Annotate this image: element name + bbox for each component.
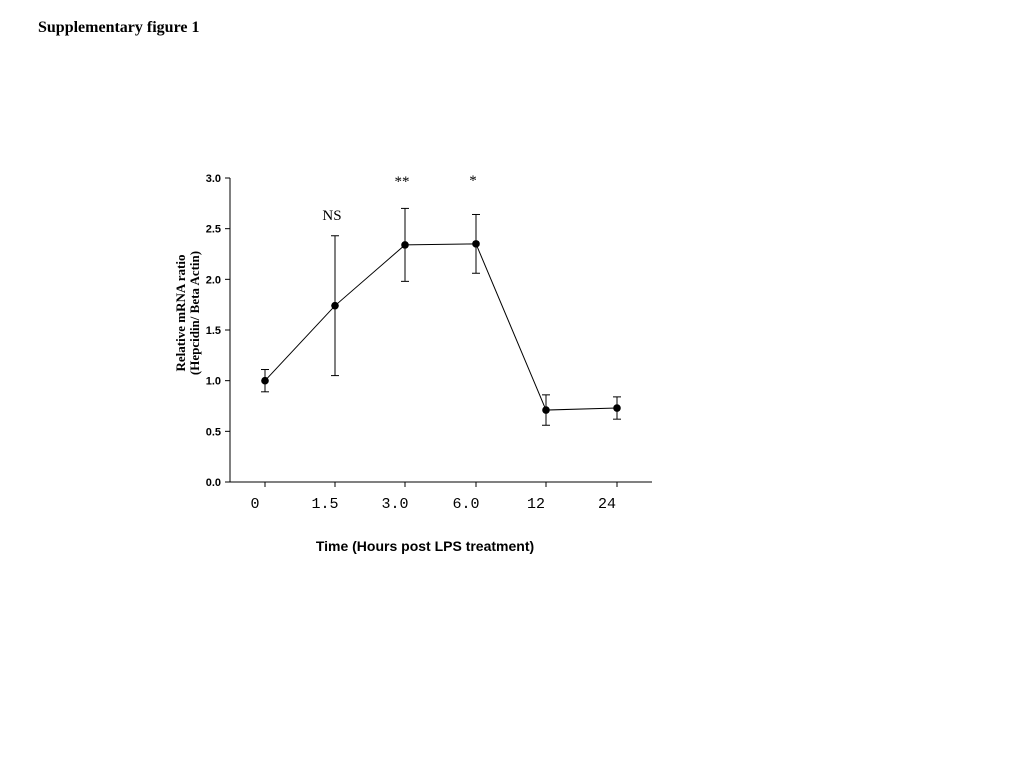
annotations [322,173,476,224]
error-bars [261,208,621,425]
significance-label: ** [394,174,410,190]
x-tick-label: 24 [597,496,617,513]
y-tick-label: 1.0 [205,375,221,388]
x-axis-label: Time (Hours post LPS treatment) [315,538,535,554]
data-point [542,406,550,414]
x-ticks [250,482,617,513]
chart-axes [230,178,652,482]
y-tick-label: 2.0 [205,274,221,287]
series-line [265,244,617,410]
significance-label: NS [322,208,342,224]
y-tick-label: 2.5 [205,223,221,236]
data-point [613,404,621,412]
y-ticks [206,173,230,489]
data-point [261,377,269,385]
x-tick-label: 1.5 [311,496,339,513]
x-tick-label: 0 [250,496,260,513]
y-axis-label-line: Relative mRNA ratio [173,254,188,372]
x-tick-label: 3.0 [381,496,409,513]
data-point [472,240,480,248]
data-point [401,241,409,249]
x-tick-label: 6.0 [452,496,480,513]
page-title: Supplementary figure 1 [38,19,200,36]
y-axis-label-line: (Hepcidin/ Beta Actin) [187,250,202,376]
y-tick-label: 1.5 [205,325,221,337]
significance-label: * [469,173,477,189]
data-point [331,302,339,310]
x-tick-label: 12 [526,496,546,513]
y-tick-label: 0.0 [205,477,221,489]
series [261,240,621,414]
y-tick-label: 0.5 [205,426,221,439]
y-tick-label: 3.0 [205,173,221,185]
y-axis-label [173,251,202,375]
